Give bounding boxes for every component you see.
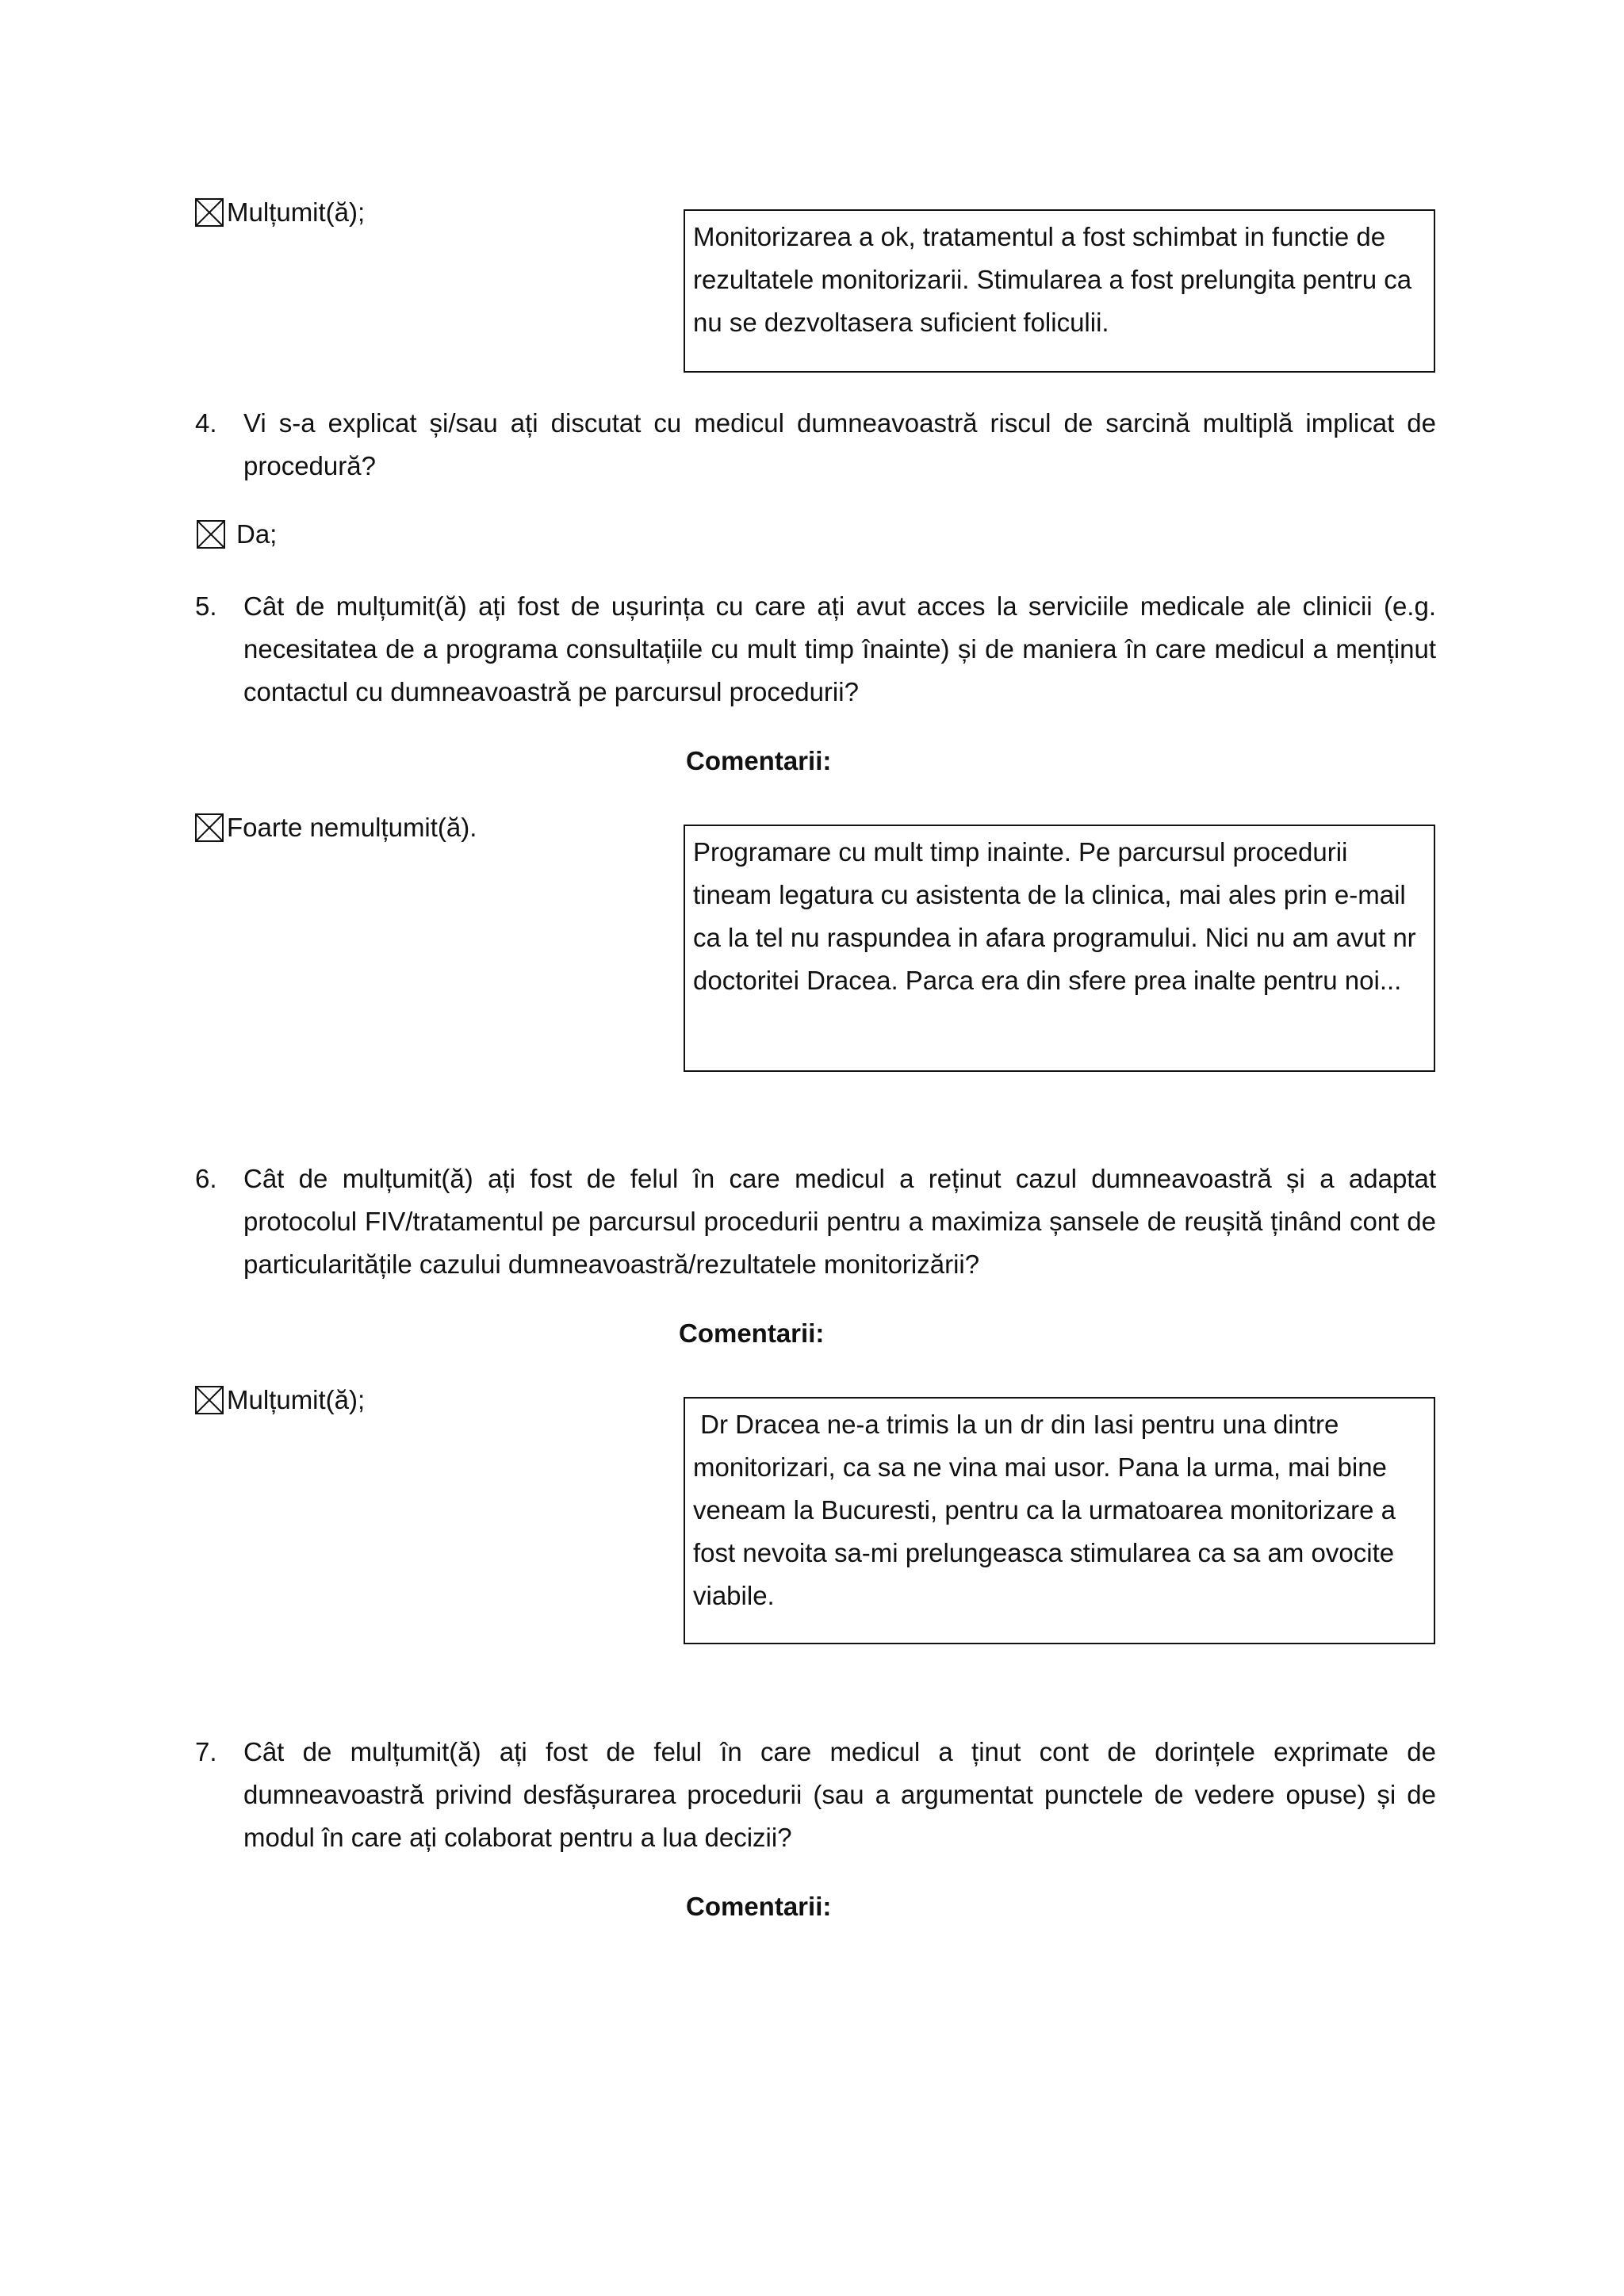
q6-answer <box>195 1384 365 1416</box>
q7-comments-heading: Comentarii: <box>686 1892 832 1921</box>
q5-answer <box>195 812 477 844</box>
checked-box-icon <box>197 520 225 549</box>
q4-text: Vi s-a explicat și/sau ați discutat cu medicul dumneavoastră riscul de sarcină multiplă implicat de procedură? <box>243 408 1436 480</box>
q3-comment-box: Monitorizarea a ok, tratamentul a fost schimbat in functie de rezultatele monitorizarii. Stimularea a fost prelungita pentru ca nu se dezvoltasera suficient foliculii. <box>684 209 1435 373</box>
q7-number: 7. <box>195 1737 217 1766</box>
q5-number: 5. <box>195 591 217 621</box>
q3-answer <box>195 197 365 228</box>
q4-answer-label: Da; <box>236 519 278 549</box>
checked-box-icon <box>195 813 224 842</box>
q5-comment-box: Programare cu mult timp inainte. Pe parcursul procedurii tineam legatura cu asistenta de la clinica, mai ales prin e-mail ca la tel nu raspundea in afara programului. Nici nu am avut nr doctoritei Dracea. Parca era din sfere prea inalte pentru noi... <box>684 825 1435 1072</box>
q6-answer-label: Mulțumit(ă); <box>227 1385 366 1414</box>
q3-answer-label: Mulțumit(ă); <box>227 197 366 227</box>
q6-text: Cât de mulțumit(ă) ați fost de felul în care medicul a reținut cazul dumneavoastră și a adaptat protocolul FIV/tratamentul pe parcursul procedurii pentru a maximiza șansele de reușită ținând cont de particularitățile cazului dumneavoastră/rezultatele monitorizării? <box>243 1164 1436 1279</box>
q5-text: Cât de mulțumit(ă) ați fost de ușurința cu care ați avut acces la serviciile medicale ale clinicii (e.g. necesitatea de a programa consultațiile cu mult timp înainte) și de maniera în care medicul a menținut contactul cu dumneavoastră pe parcursul procedurii? <box>243 591 1436 706</box>
checked-box-icon <box>195 1386 224 1414</box>
q4-answer <box>197 519 277 550</box>
q4-number: 4. <box>195 408 217 438</box>
q7-text: Cât de mulțumit(ă) ați fost de felul în care medicul a ținut cont de dorințele exprimate de dumneavoastră privind desfășurarea procedurii (sau a argumentat punctele de vedere opuse) și de modul în care ați colaborat pentru a lua decizii? <box>243 1737 1436 1852</box>
q5-comments-heading: Comentarii: <box>686 746 832 775</box>
q6-comments-heading: Comentarii: <box>679 1318 825 1348</box>
q6-number: 6. <box>195 1164 217 1193</box>
q6-comment-box: Dr Dracea ne-a trimis la un dr din Iasi pentru una dintre monitorizari, ca sa ne vina mai usor. Pana la urma, mai bine veneam la Bucuresti, pentru ca la urmatoarea monitorizare a fost nevoita sa-mi prelungeasca stimularea ca sa am ovocite viabile. <box>684 1397 1435 1644</box>
checked-box-icon <box>195 198 224 227</box>
q5-answer-label: Foarte nemulțumit(ă). <box>227 813 477 842</box>
